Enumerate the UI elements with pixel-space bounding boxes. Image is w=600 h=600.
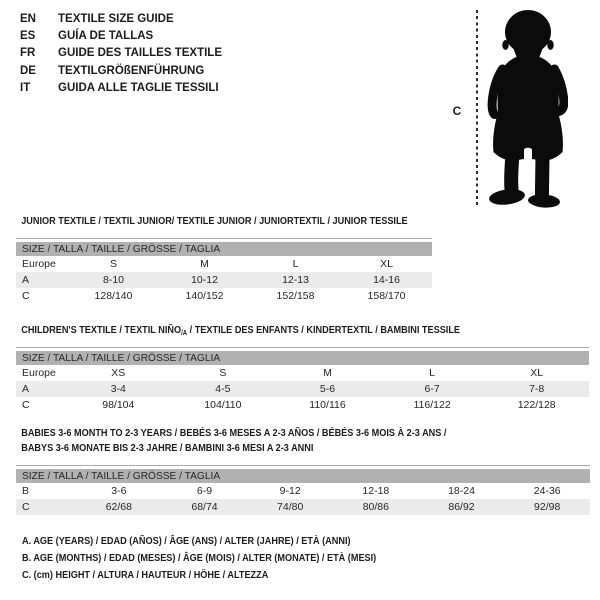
cell-value: 3-4 xyxy=(110,383,126,395)
language-guide xyxy=(20,11,222,97)
height-measure-label: C xyxy=(452,104,462,118)
legend-line-a: A. AGE (YEARS) / EDAD (AÑOS) / ÂGE (ANS) / ALTER (JAHRE) / ETÀ (ANNI) xyxy=(22,535,351,547)
junior-textile-section xyxy=(16,215,432,304)
title-subscript: /A xyxy=(181,330,188,337)
cell-value: 74/80 xyxy=(277,501,304,513)
cell-value: 18-24 xyxy=(448,485,475,497)
table-row xyxy=(16,483,590,499)
size-table xyxy=(16,238,432,304)
cell-value: 14-16 xyxy=(373,274,400,286)
size-table xyxy=(16,465,590,515)
row-label: B xyxy=(22,485,30,497)
size-header-bar xyxy=(16,351,589,365)
table-row xyxy=(16,256,432,272)
row-label: Europe xyxy=(22,258,56,270)
size-header-label: SIZE / TALLA / TAILLE / GRÖSSE / TAGLIA xyxy=(22,352,221,364)
language-code: IT xyxy=(20,81,31,94)
size-header-label: SIZE / TALLA / TAILLE / GRÖSSE / TAGLIA xyxy=(22,243,221,255)
cell-value: M xyxy=(323,367,332,379)
table-body xyxy=(16,256,432,304)
legend-line-b: B. AGE (MONTHS) / EDAD (MESES) / ÂGE (MOIS) / ALTER (MONATE) / ETÀ (MESI) xyxy=(22,552,377,564)
cell-value: 9-12 xyxy=(279,485,301,497)
cell-value: 92/98 xyxy=(534,501,561,513)
table-row xyxy=(16,288,432,304)
baby-silhouette-image xyxy=(486,9,568,208)
language-row xyxy=(20,28,222,45)
row-label: C xyxy=(22,399,30,411)
language-code: ES xyxy=(20,30,36,43)
cell-value: 86/92 xyxy=(448,501,475,513)
cell-value: 140/152 xyxy=(185,290,224,302)
cell-value: L xyxy=(429,367,435,379)
cell-value: 110/116 xyxy=(309,399,346,411)
cell-value: 80/86 xyxy=(362,501,389,513)
cell-value: 4-5 xyxy=(215,383,231,395)
table-title-line: BABIES 3-6 MONTH TO 2-3 YEARS / BEBÉS 3-6 MESES A 2-3 AÑOS / BÉBÉS 3-6 MOIS À 2-3 ANS / xyxy=(21,427,447,439)
language-row xyxy=(20,11,222,28)
table-title xyxy=(16,324,515,336)
language-label: TEXTILGRÖßENFÜHRUNG xyxy=(58,64,205,77)
cell-value: S xyxy=(109,258,117,270)
table-body xyxy=(16,483,590,515)
cell-value: 10-12 xyxy=(191,274,218,286)
cell-value: 116/122 xyxy=(413,399,451,411)
cell-value: 12-13 xyxy=(282,274,309,286)
cell-value: S xyxy=(219,367,227,379)
cell-value: 6-9 xyxy=(196,485,213,497)
row-label: A xyxy=(22,383,30,395)
size-header-label: SIZE / TALLA / TAILLE / GRÖSSE / TAGLIA xyxy=(22,470,221,482)
cell-value: XL xyxy=(530,367,544,379)
table-row xyxy=(16,272,432,288)
language-code: DE xyxy=(20,64,36,77)
row-label: A xyxy=(22,274,30,286)
children-textile-section xyxy=(16,324,589,413)
cell-value: XL xyxy=(380,258,393,270)
language-row xyxy=(20,63,222,80)
measure-legend xyxy=(22,533,429,584)
table-title: JUNIOR TEXTILE / TEXTIL JUNIOR/ TEXTILE JUNIOR / JUNIORTEXTIL / JUNIOR TESSILE xyxy=(21,215,408,227)
table-row xyxy=(16,397,589,413)
language-label: TEXTILE SIZE GUIDE xyxy=(58,13,174,25)
cell-value: 104/110 xyxy=(204,399,242,411)
babies-textile-section xyxy=(16,426,590,515)
cell-value: 158/170 xyxy=(367,290,406,302)
height-dashed-line xyxy=(476,10,478,208)
legend-line-c: C. (cm) HEIGHT / ALTURA / HAUTEUR / HÖHE / ALTEZZA xyxy=(22,569,269,581)
cell-value: 5-6 xyxy=(319,383,336,395)
cell-value: 68/74 xyxy=(191,501,218,513)
table-body xyxy=(16,365,589,413)
language-code: FR xyxy=(20,47,36,60)
cell-value: 7-8 xyxy=(529,383,545,395)
row-label: C xyxy=(22,501,30,513)
cell-value: L xyxy=(292,258,299,270)
table-row xyxy=(16,381,589,397)
cell-value: 8-10 xyxy=(102,274,124,286)
cell-value: 98/104 xyxy=(102,399,135,411)
cell-value: 122/128 xyxy=(517,399,556,411)
language-row xyxy=(20,80,222,97)
cell-value: 128/140 xyxy=(94,290,133,302)
language-code: EN xyxy=(20,13,36,25)
cell-value: 3-6 xyxy=(111,485,127,497)
table-row xyxy=(16,499,590,515)
cell-value: 62/68 xyxy=(105,501,132,513)
cell-value: 12-18 xyxy=(362,485,390,497)
row-label: Europe xyxy=(22,367,56,379)
cell-value: 24-36 xyxy=(533,485,561,497)
title-segment: CHILDREN'S TEXTILE / TEXTIL NIÑO xyxy=(21,324,182,336)
row-label: C xyxy=(22,290,30,302)
cell-value: XS xyxy=(111,367,126,379)
table-title-line: BABYS 3-6 MONATE BIS 2-3 JAHRE / BAMBINI 3-6 MESI A 2-3 ANNI xyxy=(21,442,314,454)
cell-value: 6-7 xyxy=(424,383,440,395)
size-header-bar xyxy=(16,242,432,256)
title-segment: / TEXTILE DES ENFANTS / KINDERTEXTIL / BAMBINI TESSILE xyxy=(187,324,460,336)
cell-value: M xyxy=(200,258,209,270)
size-table xyxy=(16,347,589,413)
language-label: GUIDA ALLE TAGLIE TESSILI xyxy=(58,81,219,94)
language-label: GUIDE DES TAILLES TEXTILE xyxy=(58,47,222,60)
table-row xyxy=(16,365,589,381)
size-header-bar xyxy=(16,469,590,483)
table-title xyxy=(16,426,515,456)
cell-value: 152/158 xyxy=(276,290,315,302)
language-label: GUÍA DE TALLAS xyxy=(58,30,154,43)
language-row xyxy=(20,45,222,62)
